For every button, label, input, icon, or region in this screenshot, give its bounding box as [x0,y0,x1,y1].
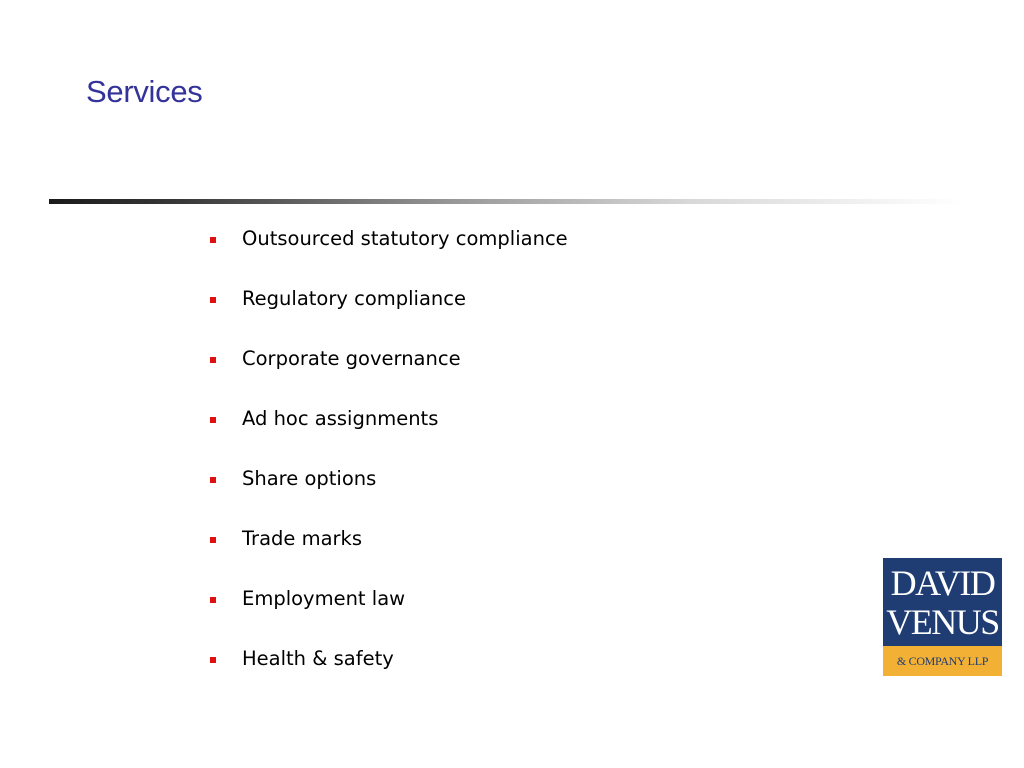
list-item-text: Ad hoc assignments [242,407,439,430]
list-item-text: Health & safety [242,647,394,670]
square-bullet-icon [210,477,216,483]
square-bullet-icon [210,537,216,543]
square-bullet-icon [210,417,216,423]
list-item-text: Outsourced statutory compliance [242,227,568,250]
logo-text-company: & COMPANY LLP [896,654,989,668]
slide-title: Services [86,74,203,109]
square-bullet-icon [210,237,216,243]
title-divider [49,199,964,204]
logo-text-venus: VENUS [886,602,999,642]
square-bullet-icon [210,657,216,663]
list-item-text: Employment law [242,587,406,610]
logo-gold-band [883,646,1002,676]
company-logo [883,558,1002,676]
list-item-text: Trade marks [242,527,362,550]
square-bullet-icon [210,597,216,603]
square-bullet-icon [210,357,216,363]
square-bullet-icon [210,297,216,303]
list-item-text: Corporate governance [242,347,461,370]
list-item-text: Share options [242,467,377,490]
list-item-text: Regulatory compliance [242,287,466,310]
logo-text-david: DAVID [890,563,995,603]
